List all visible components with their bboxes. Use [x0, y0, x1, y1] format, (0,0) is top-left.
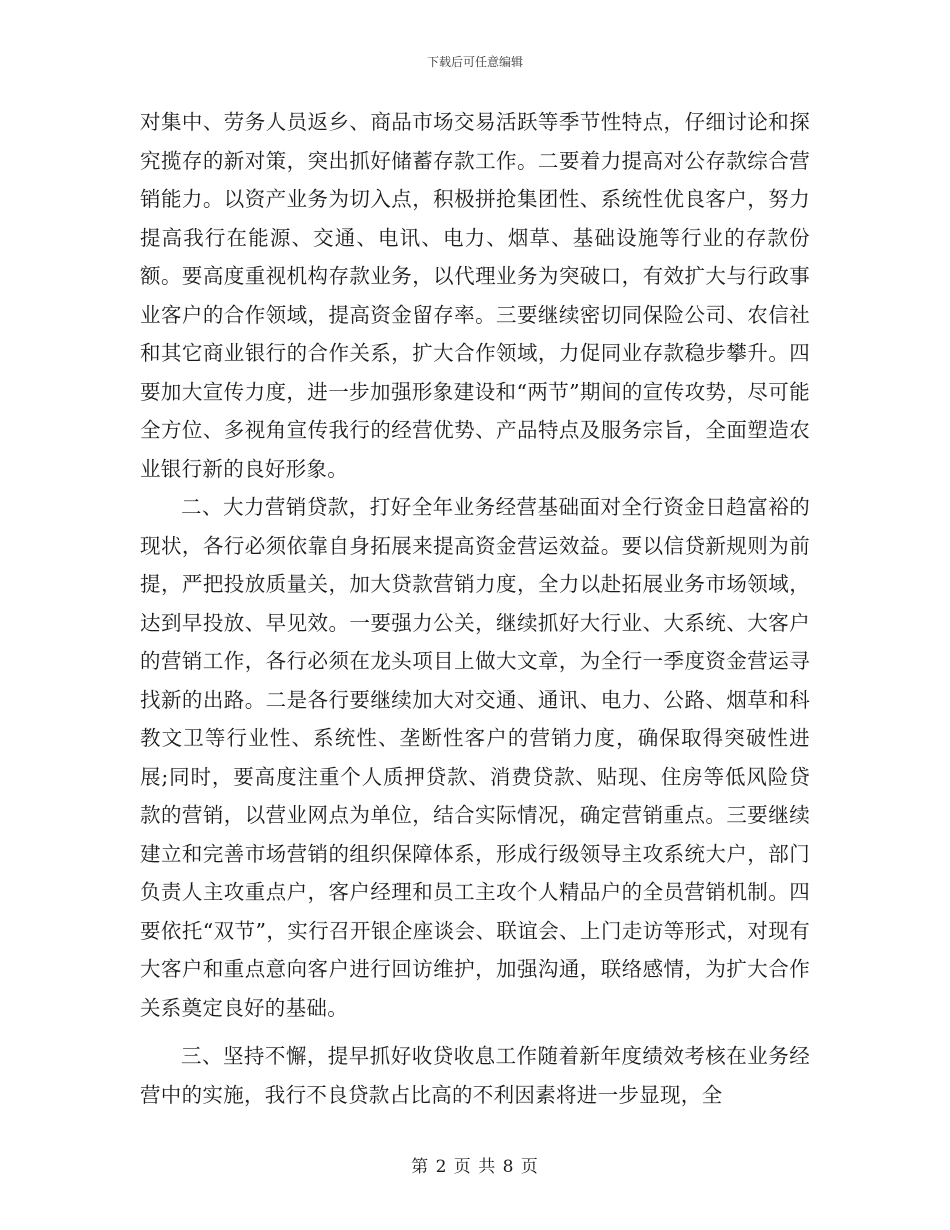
paragraph-1: 对集中、劳务人员返乡、商品市场交易活跃等季节性特点，仔细讨论和探究揽存的新对策，突出抓好储蓄存款工作。二要着力提高对公存款综合营销能力。以资产业务为切入点，积极拼抢集团性、系统性优良客户，努力提高我行在能源、交通、电讯、电力、烟草、基础设施等行业的存款份额。要高度重视机构存款业务，以代理业务为突破口，有效扩大与行政事业客户的合作领域，提高资金留存率。三要继续密切同保险公司、农信社和其它商业银行的合作关系，扩大合作领域，力促同业存款稳步攀升。四要加大宣传力度，进一步加强形象建设和“两节”期间的宣传攻势，尽可能全方位、多视角宣传我行的经营优势、产品特点及服务宗旨，全面塑造农业银行新的良好形象。	[140, 110, 810, 481]
paragraph-2: 二、大力营销贷款，打好全年业务经营基础面对全行资金日趋富裕的现状，各行必须依靠自身拓展来提高资金营运效益。要以信贷新规则为前提，严把投放质量关，加大贷款营销力度，全力以赴拓展业务市场领域，达到早投放、早见效。一要强力公关，继续抓好大行业、大系统、大客户的营销工作，各行必须在龙头项目上做大文章，为全行一季度资金营运寻找新的出路。二是各行要继续加大对交通、通讯、电力、公路、烟草和科教文卫等行业性、系统性、垄断性客户的营销力度，确保取得突破性进展;同时，要高度注重个人质押贷款、消费贷款、贴现、住房等低风险贷款的营销，以营业网点为单位，结合实际情况，确定营销重点。三要继续建立和完善市场营销的组织保障体系，形成行级领导主攻系统大户，部门负责人主攻重点户，客户经理和员工主攻个人精品户的全员营销机制。四要依托“双节”，实行召开银企座谈会、联谊会、上门走访等形式，对现有大客户和重点意向客户进行回访维护，加强沟通，联络感情，为扩大合作关系奠定良好的基础。	[140, 495, 810, 1020]
paragraph-3: 三、坚持不懈，提早抓好收贷收息工作随着新年度绩效考核在业务经营中的实施，我行不良贷款占比高的不利因素将进一步显现，全	[140, 1044, 810, 1107]
page-number-footer: 第 2 页 共 8 页	[411, 1157, 539, 1177]
document-body	[140, 103, 810, 1114]
page-header: 下载后可任意编辑	[426, 55, 523, 69]
